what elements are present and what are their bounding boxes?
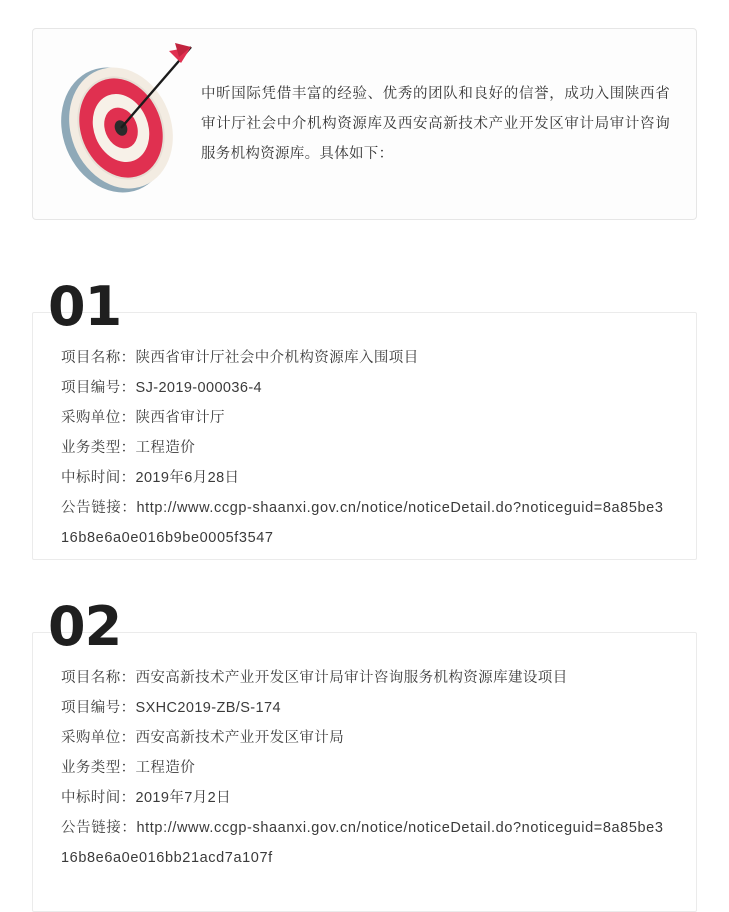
field-value: 2019年6月28日: [135, 470, 240, 486]
target-dartboard-icon: [41, 35, 193, 205]
field-value: SJ-2019-000036-4: [135, 380, 263, 396]
field-label: 项目编号：: [61, 700, 136, 716]
field-value: 陕西省审计厅: [135, 410, 225, 426]
field-label: 中标时间：: [61, 470, 136, 486]
field-label: 采购单位：: [61, 410, 136, 426]
field-row: [61, 373, 668, 403]
field-row: [61, 463, 668, 493]
field-row-link: [61, 493, 668, 553]
announcement-link[interactable]: http://www.ccgp-shaanxi.gov.cn/notice/noticeDetail.do?noticeguid=8a85be316b8e6a0e016bb21acd7a107f: [61, 820, 664, 866]
section-01: [32, 275, 697, 560]
field-row: [61, 723, 668, 753]
field-value: 工程造价: [135, 760, 196, 776]
section-number: 02: [48, 595, 122, 658]
intro-text: 中昕国际凭借丰富的经验、优秀的团队和良好的信誉，成功入围陕西省审计厅社会中介机构资源库及西安高新技术产业开发区审计局审计咨询服务机构资源库。具体如下：: [201, 86, 670, 162]
field-label: 项目名称：: [61, 670, 136, 686]
field-value: SXHC2019-ZB/S-174: [135, 700, 281, 716]
field-row: [61, 433, 668, 463]
field-value: 西安高新技术产业开发区审计局审计咨询服务机构资源库建设项目: [135, 670, 568, 686]
section-number: 01: [48, 275, 122, 338]
field-row: [61, 343, 668, 373]
field-value: 2019年7月2日: [135, 790, 231, 806]
field-label: 公告链接：: [61, 820, 137, 836]
section-content: [32, 312, 697, 560]
field-value: 陕西省审计厅社会中介机构资源库入围项目: [135, 350, 419, 366]
field-label: 项目编号：: [61, 380, 136, 396]
field-row-link: [61, 813, 668, 873]
field-row: [61, 663, 668, 693]
field-row: [61, 403, 668, 433]
announcement-link[interactable]: http://www.ccgp-shaanxi.gov.cn/notice/noticeDetail.do?noticeguid=8a85be316b8e6a0e016b9be0005f3547: [61, 500, 664, 546]
field-label: 业务类型：: [61, 760, 136, 776]
section-content: [32, 632, 697, 912]
field-row: [61, 753, 668, 783]
field-value: 工程造价: [135, 440, 196, 456]
field-label: 采购单位：: [61, 730, 136, 746]
field-row: [61, 783, 668, 813]
field-value: 西安高新技术产业开发区审计局: [135, 730, 345, 746]
field-label: 中标时间：: [61, 790, 136, 806]
intro-card: [32, 28, 697, 220]
target-illustration: [33, 29, 201, 219]
section-02: [32, 595, 697, 912]
field-label: 业务类型：: [61, 440, 136, 456]
field-label: 公告链接：: [61, 500, 137, 516]
field-label: 项目名称：: [61, 350, 136, 366]
field-row: [61, 693, 668, 723]
